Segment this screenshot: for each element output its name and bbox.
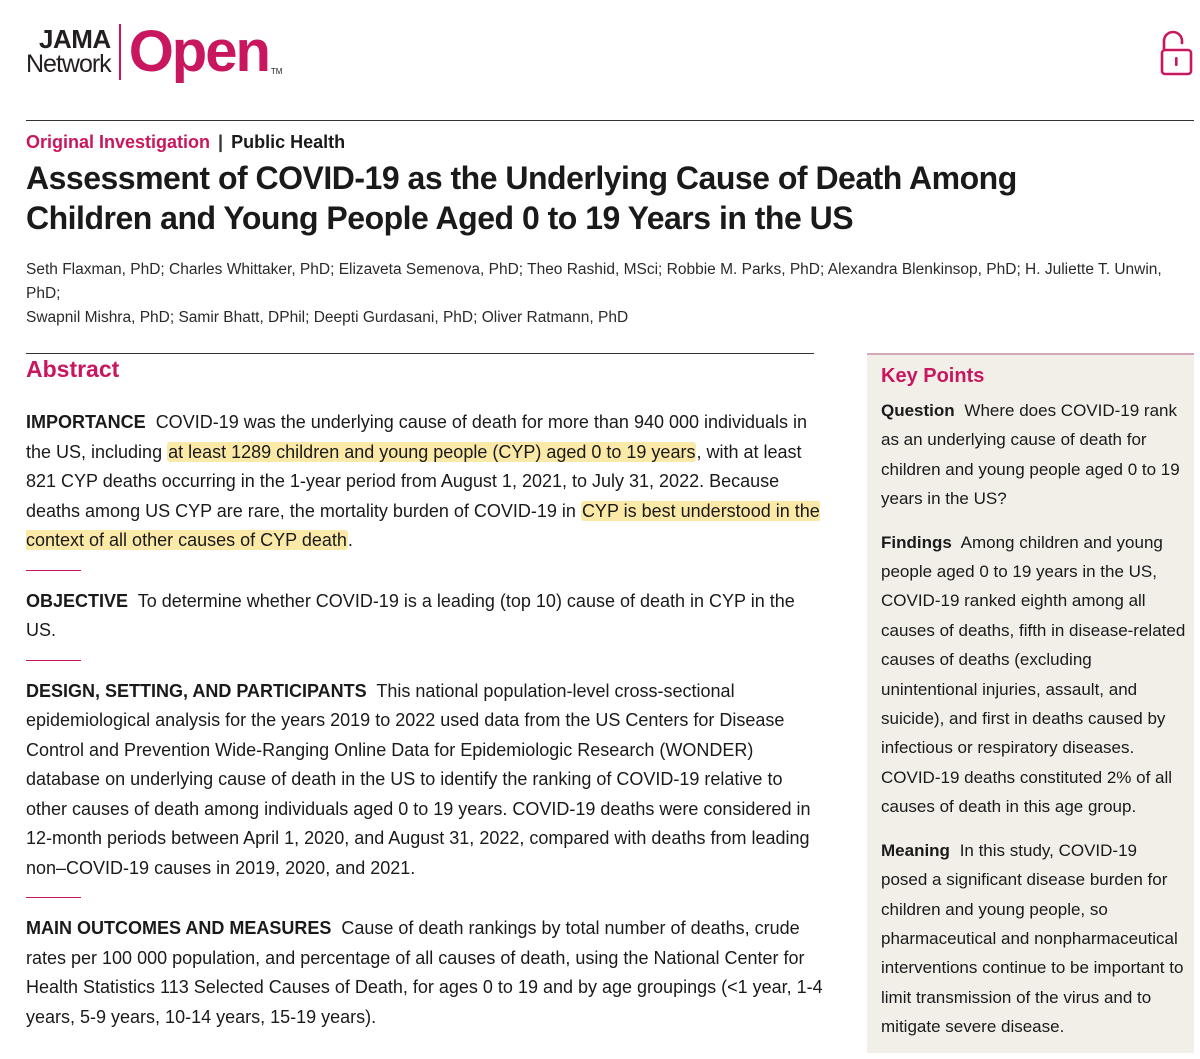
meaning-label: Meaning <box>881 840 950 860</box>
logo-divider <box>119 24 121 80</box>
article-title: Assessment of COVID-19 as the Underlying Cause of Death Among Children and Young People Aged 0 to 19 Years in the US <box>26 160 1017 236</box>
abstract-outcomes <box>26 914 826 1032</box>
outcomes-text: Cause of death rankings by total number of deaths, crude rates per 100 000 population, and percentage of all causes of death, using the National Center for Health Statistics 113 Selected Causes of Death, for ages 0 to 19 and by age groupings (<1 year, 1-4 years, 5-9 years, 10-14 years, 15-19 years). <box>26 918 823 1027</box>
key-points-list <box>881 396 1186 1056</box>
objective-label: OBJECTIVE <box>26 590 129 611</box>
question-label: Question <box>881 401 955 420</box>
authors-line-1: Seth Flaxman, PhD; Charles Whittaker, PhD; Elizaveta Semenova, PhD; Theo Rashid, MSci; Robbie M. Parks, PhD; Alexandra Blenkinsop, PhD; H. Juliette T. Unwin, PhD; <box>26 261 1162 302</box>
key-point-meaning <box>881 836 1186 1042</box>
importance-text-3: . <box>347 530 353 550</box>
key-points-box <box>867 353 1194 1053</box>
findings-label: Findings <box>881 532 952 552</box>
importance-text-1: COVID-19 was the underlying cause of death for more than 940 000 individuals in the US, including <box>26 412 808 462</box>
category-separator: | <box>218 132 224 152</box>
abstract-objective <box>26 587 826 646</box>
section-divider <box>26 660 81 661</box>
abstract-heading: Abstract <box>26 356 120 382</box>
abstract-rule <box>26 353 814 354</box>
importance-text-2: , with at least 821 CYP deaths occurring in the 1-year period from August 1, 2021, to July 31, 2022. Because deaths among US CYP are rare, the mortality burden of COVID-19 in <box>26 441 802 521</box>
key-point-findings <box>881 528 1186 822</box>
abstract-importance <box>26 408 826 556</box>
section-divider <box>26 897 81 898</box>
author-list <box>26 258 1196 330</box>
findings-text: Among children and young people aged 0 to 19 years in the US, COVID-19 ranked eighth among all causes of deaths, fifth in disease-related causes of deaths (excluding unintentional injuries, assault, and suicide), and first in deaths caused by infectious or respiratory diseases. COVID-19 deaths constituted 2% of all causes of death in this age group. <box>881 532 1186 817</box>
trademark-mark: TM <box>270 67 283 76</box>
design-label: DESIGN, SETTING, AND PARTICIPANTS <box>26 680 367 701</box>
section-divider <box>26 570 81 571</box>
abstract-design <box>26 677 826 884</box>
logo-jama-text: JAMA <box>39 24 111 54</box>
design-text: This national population-level cross-sectional epidemiological analysis for the years 2019 to 2022 used data from the US Centers for Disease Control and Prevention Wide-Ranging Online Data for Epidemiologic Research (WONDER) database on underlying cause of death in the US to identify the ranking of COVID-19 relative to other causes of death among individuals aged 0 to 19 years. COVID-19 deaths were considered in 12-month periods between April 1, 2020, and August 31, 2022, compared with deaths from leading non–COVID-19 causes in 2019, 2020, and 2021. <box>26 680 811 878</box>
article-category <box>26 132 345 153</box>
article-topic[interactable]: Public Health <box>231 132 346 152</box>
question-text: Where does COVID-19 rank as an underlying cause of death for children and young people aged 0 to 19 years in the US? <box>881 401 1180 509</box>
logo-open-text: Open <box>128 19 269 84</box>
highlight-cyp-deaths[interactable]: at least 1289 children and young people (CYP) aged 0 to 19 years <box>168 441 696 462</box>
unlock-icon <box>1158 30 1194 76</box>
key-points-heading: Key Points <box>881 365 985 387</box>
key-point-question <box>881 396 1186 514</box>
header-rule <box>26 120 1194 121</box>
journal-logo[interactable] <box>26 19 283 84</box>
outcomes-label: MAIN OUTCOMES AND MEASURES <box>26 918 332 938</box>
highlight-cyp-context[interactable]: CYP is best understood in the context of all other causes of CYP death <box>26 500 820 550</box>
article-type[interactable]: Original Investigation <box>26 132 211 152</box>
objective-text: To determine whether COVID-19 is a leading (top 10) cause of death in CYP in the US. <box>26 590 795 640</box>
logo-wordmark <box>26 24 119 80</box>
abstract-body <box>26 408 826 1032</box>
importance-label: IMPORTANCE <box>26 412 146 432</box>
meaning-text: In this study, COVID-19 posed a significant disease burden for children and young people, so pharmaceutical and nonpharmaceutical interventions continue to be important to limit transmission of the virus and to mitigate severe disease. <box>881 840 1184 1037</box>
logo-network-text: Network <box>26 50 111 78</box>
authors-line-2: Swapnil Mishra, PhD; Samir Bhatt, DPhil; Deepti Gurdasani, PhD; Oliver Ratmann, PhD <box>26 309 629 326</box>
